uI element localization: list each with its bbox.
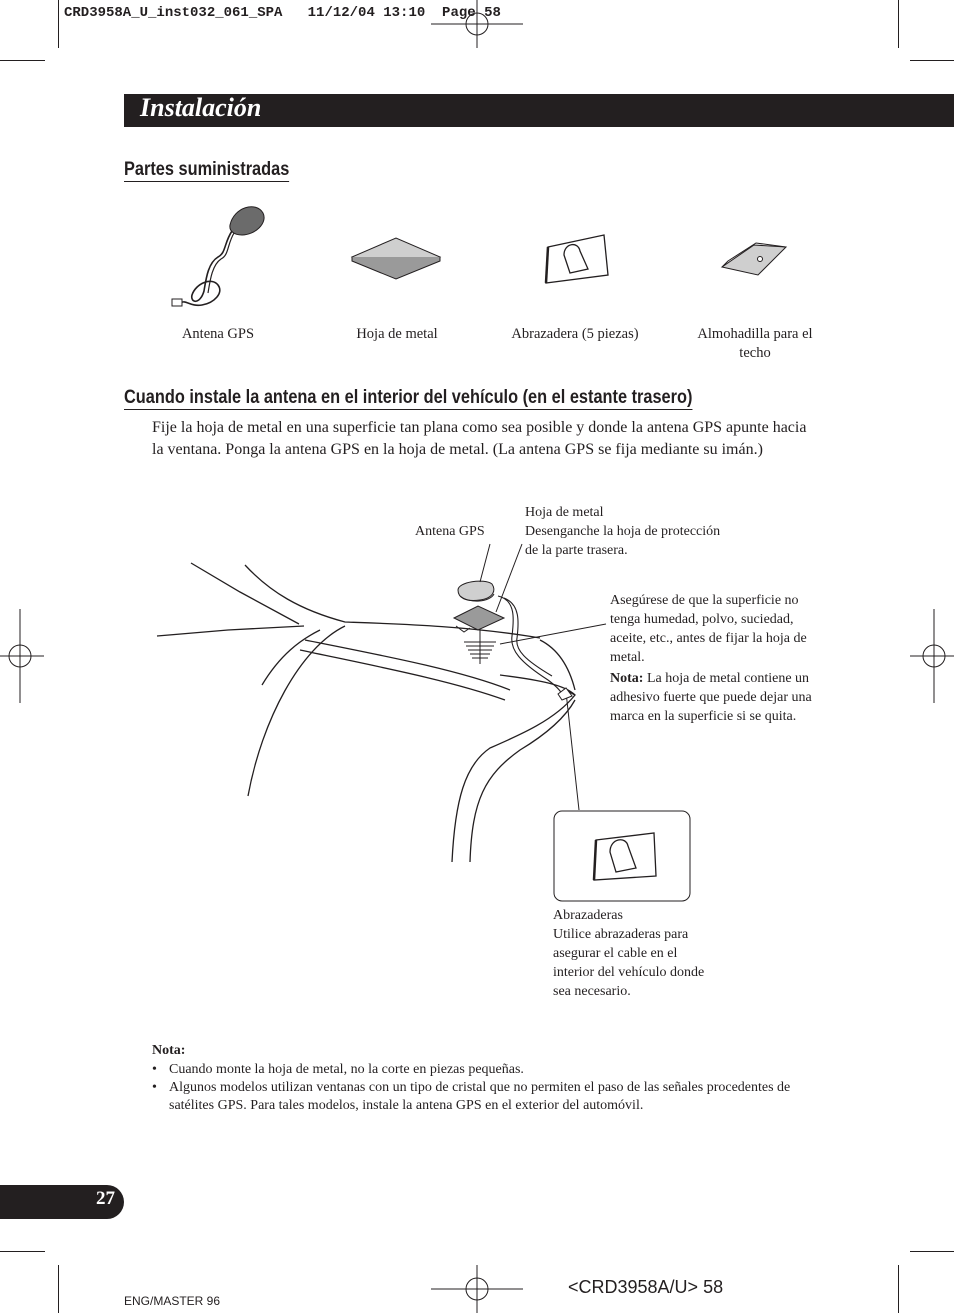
list-item: • Cuando monte la hoja de metal, no la corte en piezas pequeñas. (152, 1061, 792, 1079)
diagram-antenna-label: Antena GPS (415, 524, 485, 539)
diagram-sheet-title: Hoja de metal (525, 505, 604, 520)
leader-line (496, 544, 522, 612)
part-label-roof-pad: Almohadilla para el techo (697, 326, 813, 361)
list-item: • Algunos modelos utilizan ventanas con un tipo de cristal que no permiten el paso de las señales procedentes de satélites GPS. Para tales modelos, instale la antena GPS en el exterior del automóvil. (152, 1079, 792, 1115)
rear-window-edge (191, 563, 299, 624)
clamp-detail-icon (554, 811, 690, 901)
install-paragraph: Fije la hoja de metal en una superficie tan plana como sea posible y donde la antena GPS apunte hacia la ventana. Ponga la antena GPS en la hoja de metal. (La antena GPS se fija mediante su imán.) (152, 419, 807, 458)
leader-line (480, 544, 490, 582)
notes-title: Nota: (152, 1043, 186, 1058)
part-label-gps-antenna: Antena GPS (181, 326, 255, 342)
install-heading: Cuando instale la antena en el interior del vehículo (en el estante trasero) (124, 387, 693, 408)
notes-list (152, 1061, 792, 1115)
diagram-note-label: Nota: (610, 671, 644, 686)
footer-left: ENG/MASTER 96 (124, 1294, 221, 1308)
diagram-sheet-text: Desenganche la hoja de protección de la parte trasera. (525, 524, 721, 558)
diagram-surface-text: Asegúrese de que la superficie no tenga humedad, polvo, suciedad, aceite, etc., antes de fijar la hoja de metal. (610, 593, 807, 665)
section-title: Instalación (140, 93, 262, 122)
diagram-clamps-title: Abrazaderas (553, 908, 623, 923)
page-number: 27 (96, 1188, 115, 1209)
part-label-clamp: Abrazadera (5 piezas) (511, 326, 639, 342)
diagram-clamps-text: Utilice abrazaderas para asegurar el cable en el interior del vehículo donde sea necesario. (553, 927, 705, 999)
footer-right: <CRD3958A/U> 58 (568, 1277, 724, 1297)
diagram-note (610, 669, 820, 726)
print-header: CRD3958A_U_inst032_061_SPA 11/12/04 13:10 Page 58 (64, 5, 501, 21)
leader-line (566, 692, 579, 810)
clamp-mounted-icon (558, 688, 572, 700)
gps-antenna-mounted-icon (458, 581, 494, 601)
part-label-metal-sheet: Hoja de metal (356, 326, 438, 342)
parts-heading: Partes suministradas (124, 159, 290, 180)
diagram-note-text: La hoja de metal contiene un adhesivo fuerte que puede dejar una marca en la superficie si se quita. (610, 671, 812, 724)
